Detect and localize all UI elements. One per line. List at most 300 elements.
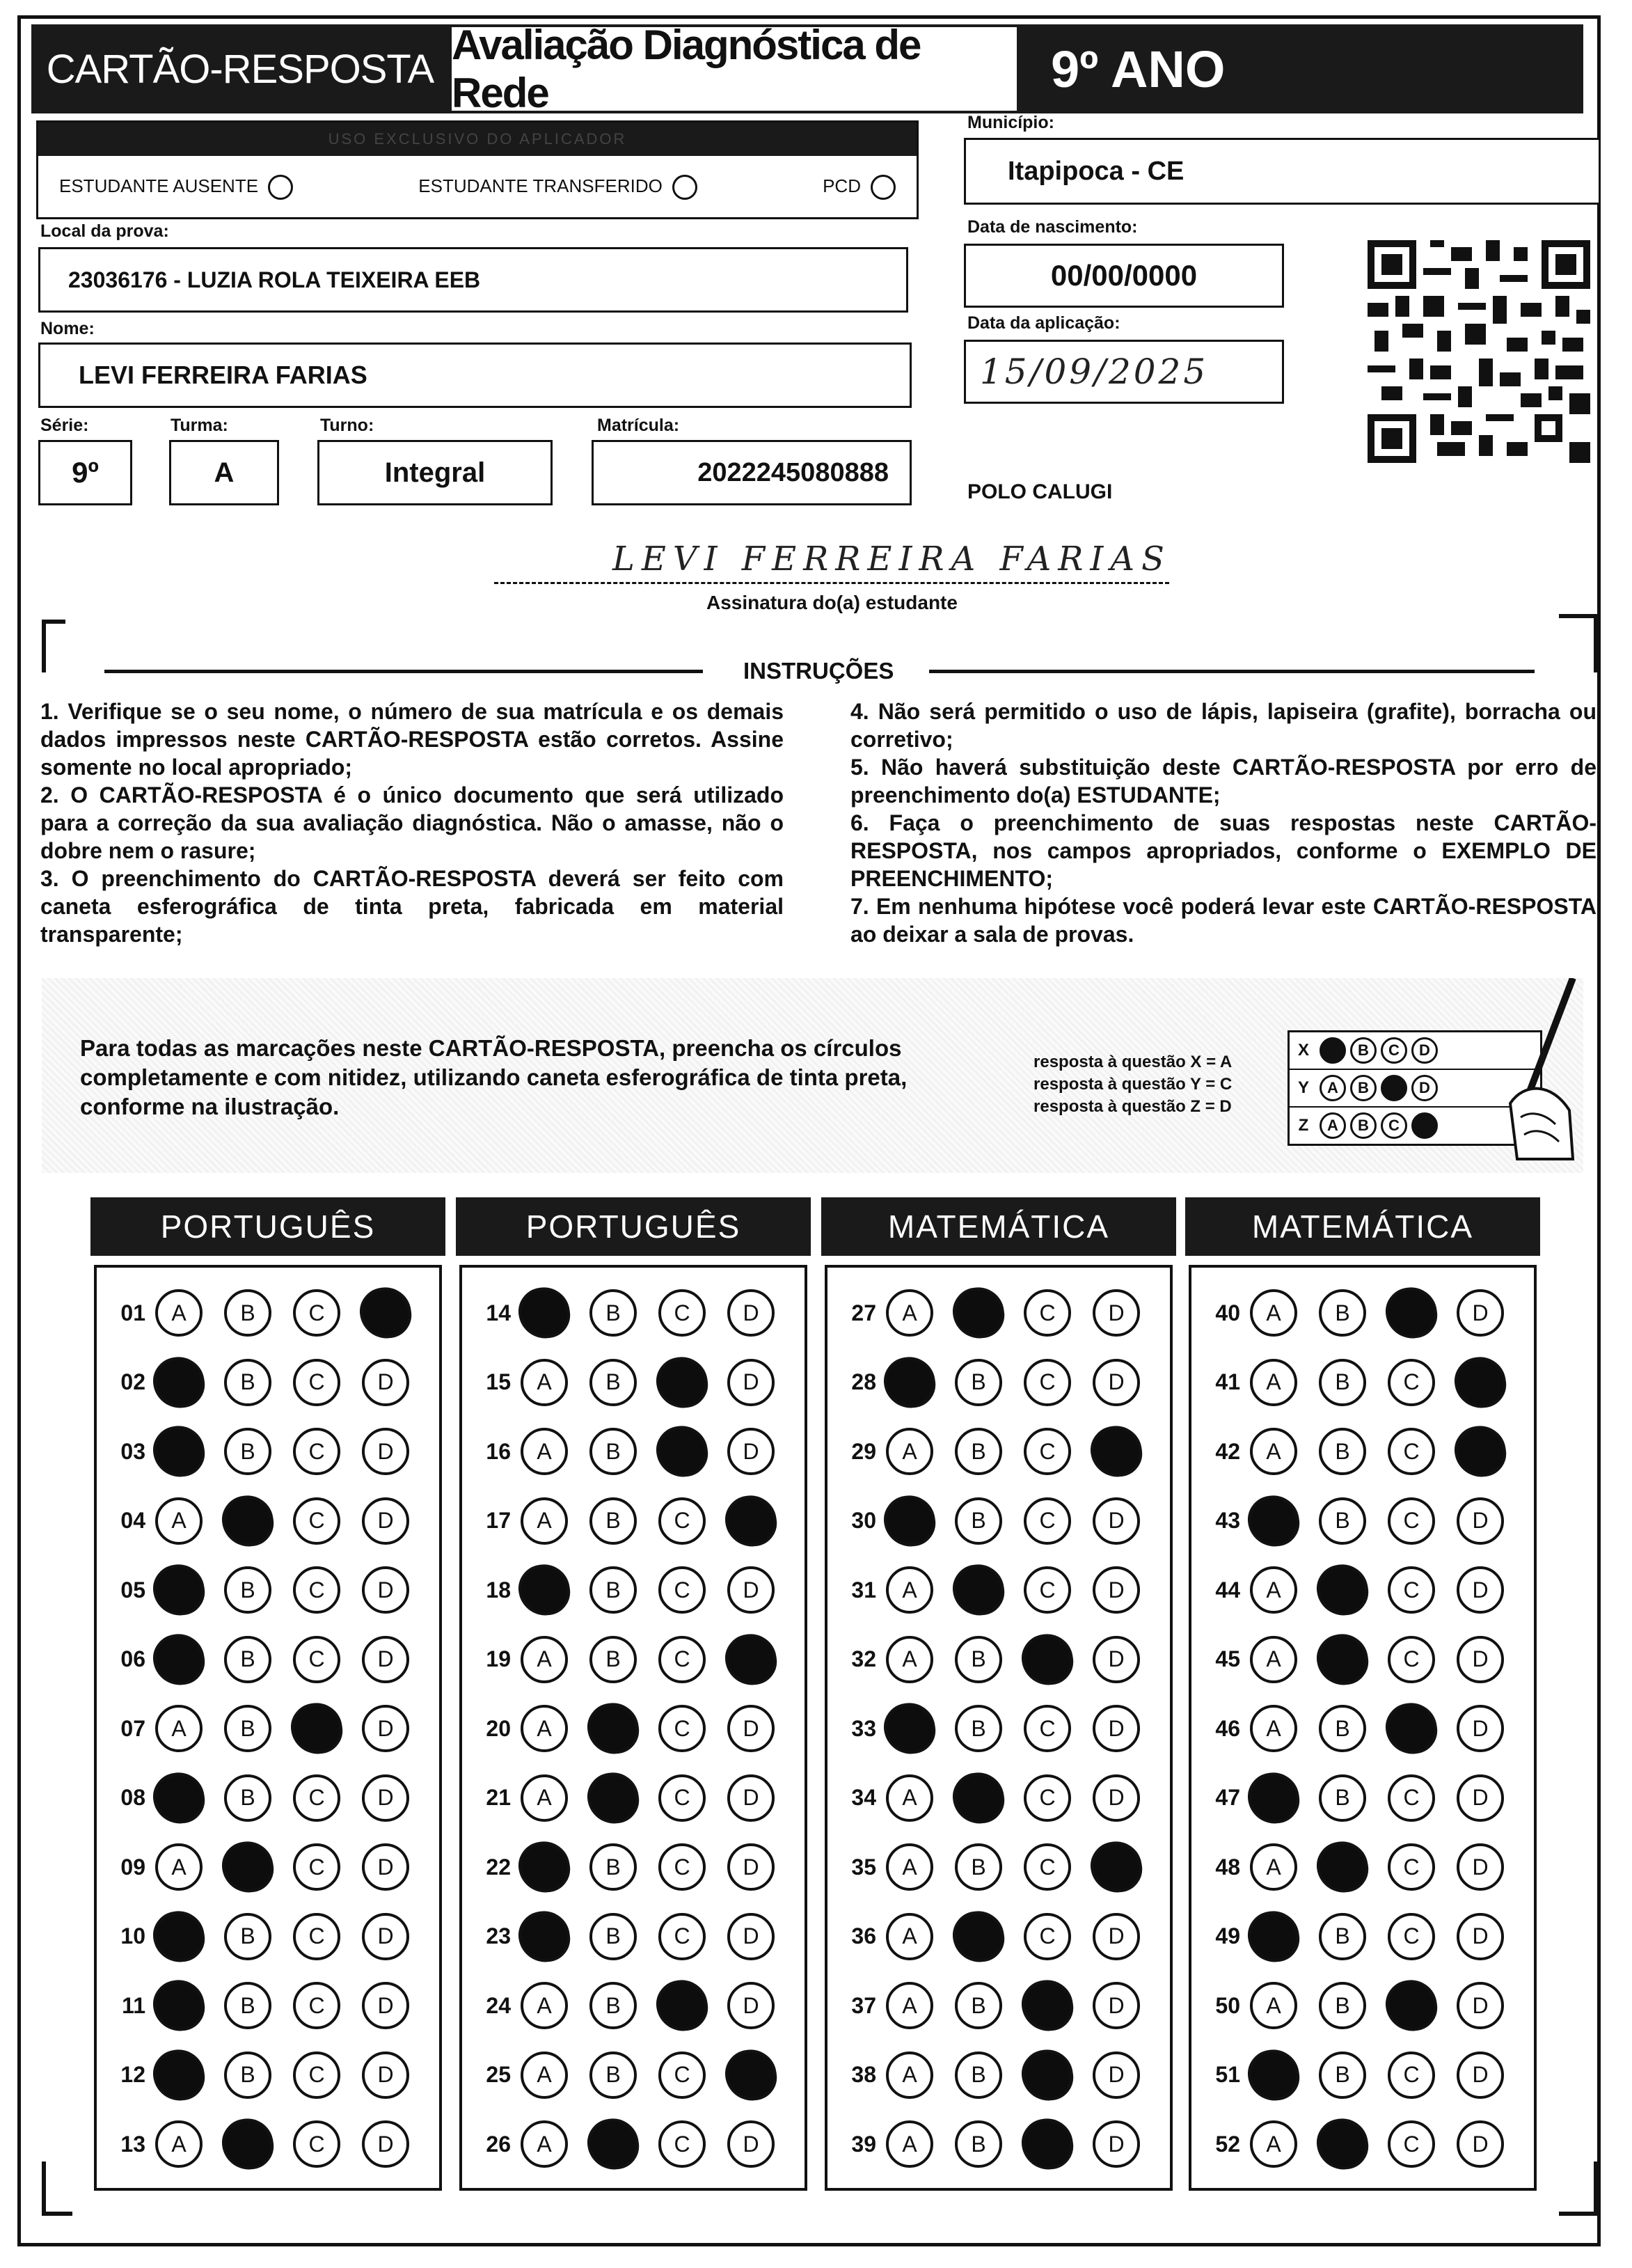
local-value: 23036176 - LUZIA ROLA TEIXEIRA EEB [68,267,481,292]
option-bubble-a[interactable]: A [155,1289,203,1337]
option-bubble-c[interactable]: C [293,1566,340,1614]
option-bubble-b[interactable]: B [589,1843,637,1891]
option-bubble-b[interactable]: B [224,1566,271,1614]
option-bubble-c[interactable]: C [658,1705,706,1752]
question-number: 37 [851,1992,876,2018]
option-bubble-b[interactable]: B [955,1982,1002,2029]
option-bubble-c[interactable]: C [1388,1359,1435,1406]
option-bubble-b[interactable]: B [589,1497,637,1545]
option-bubble-a[interactable]: A [150,1353,208,1411]
option-bubble-c[interactable]: C [1024,1774,1071,1822]
question-number: 44 [1215,1577,1240,1602]
option-bubble-b[interactable]: B [1319,1774,1366,1822]
question-number: 15 [486,1369,511,1394]
option-bubble-c[interactable]: C [1024,1359,1071,1406]
option-bubble-b[interactable]: B [1319,1982,1366,2029]
question-number: 26 [486,2131,511,2157]
option-bubble-a[interactable]: A [150,1977,208,2035]
question-number: 27 [851,1300,876,1325]
option-bubble-d[interactable]: D [362,2052,409,2099]
question-row [462,1424,775,1479]
option-bubble-d[interactable]: D [1093,1774,1140,1822]
option-bubble-d[interactable]: D [362,1497,409,1545]
option-bubble-b[interactable]: B [219,1492,277,1550]
option-bubble-a[interactable]: A [521,2052,568,2099]
option-bubble-c[interactable]: C [653,1977,711,2035]
option-bubble-b[interactable]: B [1319,1289,1366,1337]
option-bubble-d[interactable]: D [1457,1497,1504,1545]
corner-bottom-right [1559,2161,1598,2216]
answer-column [1189,1265,1537,2191]
option-bubble-c[interactable]: C [1383,1284,1441,1342]
option-bubble-a[interactable]: A [521,1636,568,1683]
option-bubble-b[interactable]: B [585,2116,642,2173]
question-row [827,2116,1140,2172]
legend-z: resposta à questão Z = D [1033,1097,1232,1116]
instruction-3: 3. O preenchimento do CARTÃO-RESPOSTA deverá ser feito com caneta esferográfica de tinta preta, fabricada em material transparente; [40,866,784,947]
option-bubble-d[interactable]: D [1457,1843,1504,1891]
option-bubble-d[interactable]: D [727,1428,775,1475]
option-bubble-d[interactable]: D [362,1566,409,1614]
option-bubble-d[interactable]: D [1452,1353,1510,1411]
option-bubble-c[interactable]: C [658,1843,706,1891]
option-bubble-a[interactable]: A [521,1359,568,1406]
option-bubble-a[interactable]: A [881,1353,939,1411]
option-bubble-c[interactable]: C [658,1566,706,1614]
option-bubble-b[interactable]: B [585,1769,642,1827]
question-number: 36 [851,1923,876,1948]
question-row [827,1493,1140,1549]
option-bubble-d[interactable]: D [1093,1566,1140,1614]
option-bubble-d[interactable]: D [1088,1838,1146,1896]
option-bubble-c[interactable]: C [1388,1774,1435,1822]
option-bubble-d[interactable]: D [727,1359,775,1406]
option-bubble-d[interactable]: D [362,1774,409,1822]
option-bubble-a[interactable]: A [1245,2046,1303,2104]
option-bubble-c[interactable]: C [1019,1977,1077,2035]
option-bubble-b[interactable]: B [224,1705,271,1752]
option-bubble-c[interactable]: C [1383,1977,1441,2035]
option-bubble-c[interactable]: C [1019,1630,1077,1688]
option-bubble-a[interactable]: A [886,1636,933,1683]
option-bubble-a[interactable]: A [881,1700,939,1758]
option-bubble-c[interactable]: C [658,1774,706,1822]
option-bubble-c[interactable]: C [1383,1700,1441,1758]
option-bubble-a[interactable]: A [1245,1907,1303,1965]
question-number: 39 [851,2131,876,2157]
question-row [97,1424,409,1479]
question-row [1191,1424,1504,1479]
option-bubble-c[interactable]: C [1388,1566,1435,1614]
question-number: 34 [851,1785,876,1810]
option-bubble-d[interactable]: D [362,2120,409,2168]
municipio-value: Itapipoca - CE [1008,156,1185,186]
question-number: 16 [486,1438,511,1464]
option-bubble-d[interactable]: D [727,1913,775,1960]
option-bubble-c[interactable]: C [1388,1913,1435,1960]
option-bubble-b[interactable]: B [224,1913,271,1960]
question-number: 35 [851,1854,876,1880]
option-bubble-c[interactable]: C [653,1423,711,1481]
question-row [1191,1909,1504,1964]
option-bubble-b[interactable]: B [224,1774,271,1822]
option-bubble-b[interactable]: B [955,1497,1002,1545]
option-bubble-c[interactable]: C [293,1774,340,1822]
option-bubble-d[interactable]: D [727,1774,775,1822]
question-number: 08 [120,1785,145,1810]
question-number: 51 [1215,2062,1240,2087]
question-row [462,1701,775,1756]
option-bubble-a[interactable]: A [1250,1566,1297,1614]
option-bubble-b[interactable]: B [955,2052,1002,2099]
option-bubble-a[interactable]: A [886,1428,933,1475]
option-bubble-b[interactable]: B [955,2120,1002,2168]
question-row [97,1701,409,1756]
option-bubble-b[interactable]: B [589,1359,637,1406]
example-panel [42,978,1583,1173]
option-bubble-a[interactable]: A [886,2052,933,2099]
question-row [1191,1562,1504,1618]
option-bubble-a[interactable]: A [1250,1428,1297,1475]
question-row [1191,1839,1504,1895]
option-bubble-a[interactable]: A [886,1982,933,2029]
option-bubble-a[interactable]: A [886,1566,933,1614]
option-bubble-d[interactable]: D [362,1428,409,1475]
option-bubble-b[interactable]: B [955,1705,1002,1752]
option-absent[interactable]: ESTUDANTE AUSENTE [59,175,293,200]
option-bubble-d[interactable]: D [727,1843,775,1891]
option-bubble-a[interactable]: A [1250,1982,1297,2029]
question-number: 12 [120,2062,145,2087]
aplicacao-label: Data da aplicação: [967,313,1120,333]
option-bubble-d[interactable]: D [1457,1913,1504,1960]
corner-top-left [42,620,65,672]
option-bubble-c[interactable]: C [293,1982,340,2029]
option-bubble-d[interactable]: D [1093,1359,1140,1406]
option-bubble-b[interactable]: B [224,1982,271,2029]
option-bubble-c[interactable]: C [658,1497,706,1545]
option-bubble-b[interactable]: B [219,1838,277,1896]
option-bubble-b[interactable]: B [219,2116,277,2173]
option-bubble-c[interactable]: C [293,1843,340,1891]
option-bubble-c[interactable]: C [1024,1497,1071,1545]
signature-line [494,582,1169,584]
option-bubble-b[interactable]: B [1314,1561,1372,1619]
option-bubble-b[interactable]: B [585,1700,642,1758]
option-bubble-c[interactable]: C [1024,1843,1071,1891]
option-bubble-a[interactable]: A [881,1492,939,1550]
option-bubble-a[interactable]: A [516,1838,573,1896]
option-bubble-d[interactable]: D [1457,2052,1504,2099]
question-number: 14 [486,1300,511,1325]
option-bubble-d[interactable]: D [1093,1636,1140,1683]
question-row [827,1770,1140,1826]
option-bubble-c[interactable]: C [658,2052,706,2099]
option-bubble-c[interactable]: C [658,2120,706,2168]
question-number: 04 [120,1508,145,1533]
option-bubble-a[interactable]: A [886,2120,933,2168]
option-bubble-c[interactable]: C [658,1289,706,1337]
option-bubble-b[interactable]: B [950,1769,1008,1827]
option-bubble-c[interactable]: C [1388,1497,1435,1545]
option-bubble-b[interactable]: B [589,1982,637,2029]
option-bubble-c[interactable]: C [293,1289,340,1337]
option-bubble-a[interactable]: A [886,1774,933,1822]
option-bubble-d[interactable]: D [722,2046,780,2104]
option-bubble-b[interactable]: B [1314,2116,1372,2173]
question-row [97,2116,409,2172]
option-bubble-b[interactable]: B [589,1566,637,1614]
turno-value: Integral [384,457,486,488]
corner-top-right [1559,614,1598,672]
option-bubble-c[interactable]: C [293,1636,340,1683]
question-row [97,1562,409,1618]
turma-label: Turma: [171,416,228,435]
option-bubble-b[interactable]: B [589,1428,637,1475]
subject-header: PORTUGUÊS [90,1197,445,1256]
answer-column [825,1265,1173,2191]
option-bubble-a[interactable]: A [1250,1289,1297,1337]
option-bubble-a[interactable]: A [150,1630,208,1688]
option-bubble-b[interactable]: B [224,2052,271,2099]
option-bubble-d[interactable]: D [1457,1982,1504,2029]
option-bubble-d[interactable]: D [1457,1774,1504,1822]
question-number: 41 [1215,1369,1240,1394]
option-bubble-d[interactable]: D [1093,2120,1140,2168]
option-bubble-a[interactable]: A [150,1769,208,1827]
option-bubble-b[interactable]: B [955,1359,1002,1406]
option-bubble-d[interactable]: D [727,1982,775,2029]
turma-value: A [214,457,235,488]
question-number: 20 [486,1715,511,1741]
question-number: 33 [851,1715,876,1741]
question-number: 31 [851,1577,876,1602]
option-bubble-d[interactable]: D [362,1982,409,2029]
qr-code [1368,240,1590,463]
option-bubble-c[interactable]: C [1019,2116,1077,2173]
question-row [1191,1493,1504,1549]
option-bubble-d[interactable]: D [362,1359,409,1406]
option-bubble-b[interactable]: B [1319,1705,1366,1752]
question-row [827,1424,1140,1479]
question-number: 21 [486,1785,511,1810]
instruction-5: 5. Não haverá substituição deste CARTÃO-RESPOSTA por erro de preenchimento do(a) ESTUDANTE; [850,755,1597,808]
option-bubble-a[interactable]: A [1245,1492,1303,1550]
option-bubble-a[interactable]: A [155,1843,203,1891]
option-bubble-d[interactable]: D [727,1705,775,1752]
example-text: Para todas as marcações neste CARTÃO-RESPOSTA, preencha os círculos completamente e com nitidez, utilizando caneta esferográfica de tinta preta, conforme na ilustração. [80,1035,908,1119]
option-bubble-c[interactable]: C [658,1913,706,1960]
option-bubble-c[interactable]: C [293,1497,340,1545]
option-transferred[interactable]: ESTUDANTE TRANSFERIDO [418,175,697,200]
municipio-label: Município: [967,113,1054,132]
question-number: 18 [486,1577,511,1602]
option-bubble-a[interactable]: A [155,1705,203,1752]
corner-bottom-left [42,2161,72,2216]
option-bubble-b[interactable]: B [589,1636,637,1683]
question-number: 10 [120,1923,145,1948]
option-bubble-b[interactable]: B [1319,1428,1366,1475]
option-bubble-a[interactable]: A [1245,1769,1303,1827]
option-bubble-b[interactable]: B [1319,1497,1366,1545]
option-bubble-a[interactable]: A [1250,1636,1297,1683]
option-bubble-a[interactable]: A [1250,1359,1297,1406]
legend-y: resposta à questão Y = C [1033,1075,1233,1094]
option-bubble-c[interactable]: C [1388,1428,1435,1475]
option-bubble-b[interactable]: B [224,1359,271,1406]
option-bubble-c[interactable]: C [1024,1705,1071,1752]
signature-caption: Assinatura do(a) estudante [706,592,958,613]
option-bubble-b[interactable]: B [589,1289,637,1337]
question-row [1191,1355,1504,1410]
option-bubble-d[interactable]: D [1457,1636,1504,1683]
option-bubble-c[interactable]: C [293,1913,340,1960]
option-bubble-a[interactable]: A [886,1843,933,1891]
absent-radio[interactable] [268,175,293,200]
question-row [462,2116,775,2172]
option-bubble-c[interactable]: C [658,1636,706,1683]
option-bubble-c[interactable]: C [1388,1636,1435,1683]
option-bubble-a[interactable]: A [150,2046,208,2104]
option-bubble-d[interactable]: D [362,1636,409,1683]
option-bubble-c[interactable]: C [1024,1913,1071,1960]
option-bubble-a[interactable]: A [521,1774,568,1822]
option-bubble-d[interactable]: D [727,1566,775,1614]
option-bubble-b[interactable]: B [1314,1838,1372,1896]
option-bubble-c[interactable]: C [1388,1843,1435,1891]
question-row [1191,2047,1504,2103]
option-bubble-b[interactable]: B [950,1284,1008,1342]
option-bubble-b[interactable]: B [589,1913,637,1960]
option-bubble-b[interactable]: B [950,1561,1008,1619]
option-bubble-a[interactable]: A [1250,2120,1297,2168]
option-bubble-c[interactable]: C [1024,1428,1071,1475]
option-bubble-d[interactable]: D [1093,2052,1140,2099]
option-bubble-a[interactable]: A [150,1907,208,1965]
option-bubble-b[interactable]: B [589,2052,637,2099]
option-bubble-d[interactable]: D [1093,1289,1140,1337]
instructions-rule-right [929,670,1535,673]
option-bubble-d[interactable]: D [1457,1289,1504,1337]
question-number: 50 [1215,1992,1240,2018]
option-bubble-d[interactable]: D [1457,2120,1504,2168]
instruction-6: 6. Faça o preenchimento de suas respostas neste CARTÃO-RESPOSTA, nos campos apropriados, conforme o EXEMPLO DE PREENCHIMENTO; [850,810,1597,891]
option-bubble-a[interactable]: A [516,1561,573,1619]
option-bubble-d[interactable]: D [1093,1705,1140,1752]
option-bubble-d[interactable]: D [722,1492,780,1550]
option-bubble-a[interactable]: A [886,1913,933,1960]
pcd-radio[interactable] [871,175,896,200]
option-bubble-a[interactable]: A [521,1428,568,1475]
card-title-bar [31,24,449,113]
option-bubble-b[interactable]: B [224,1428,271,1475]
option-bubble-d[interactable]: D [1093,1497,1140,1545]
question-number: 40 [1215,1300,1240,1325]
option-bubble-d[interactable]: D [362,1843,409,1891]
serie-label: Série: [40,416,89,435]
question-row [462,1562,775,1618]
question-row [462,1839,775,1895]
question-row [97,1839,409,1895]
option-bubble-b[interactable]: B [1319,1359,1366,1406]
option-bubble-c[interactable]: C [1388,2052,1435,2099]
nome-field [38,342,912,408]
option-bubble-c[interactable]: C [288,1700,346,1758]
option-bubble-a[interactable]: A [1250,1705,1297,1752]
option-bubble-d[interactable]: D [1452,1423,1510,1481]
option-bubble-a[interactable]: A [521,1497,568,1545]
option-bubble-c[interactable]: C [1388,2120,1435,2168]
option-bubble-d[interactable]: D [1457,1705,1504,1752]
question-number: 05 [120,1577,145,1602]
option-bubble-d[interactable]: D [1088,1423,1146,1481]
question-row [827,1701,1140,1756]
option-bubble-a[interactable]: A [1250,1843,1297,1891]
matricula-field [592,440,912,505]
option-bubble-d[interactable]: D [357,1284,415,1342]
option-bubble-d[interactable]: D [727,2120,775,2168]
option-bubble-d[interactable]: D [722,1630,780,1688]
instruction-1: 1. Verifique se o seu nome, o número de sua matrícula e os demais dados impressos neste CARTÃO-RESPOSTA estão corretos. Assine somente no local apropriado; [40,699,784,780]
option-bubble-d[interactable]: D [1093,1913,1140,1960]
option-bubble-a[interactable]: A [516,1907,573,1965]
option-bubble-d[interactable]: D [362,1913,409,1960]
option-bubble-a[interactable]: A [521,1705,568,1752]
question-number: 24 [486,1992,511,2018]
option-bubble-a[interactable]: A [516,1284,573,1342]
instructions-left [40,698,784,948]
question-row [1191,1285,1504,1341]
option-bubble-c[interactable]: C [1024,1289,1071,1337]
option-bubble-c[interactable]: C [293,1428,340,1475]
option-bubble-a[interactable]: A [155,1497,203,1545]
option-bubble-a[interactable]: A [521,2120,568,2168]
option-bubble-b[interactable]: B [950,1907,1008,1965]
question-row [827,1839,1140,1895]
instructions-rule-left [104,670,703,673]
option-bubble-b[interactable]: B [955,1843,1002,1891]
option-bubble-b[interactable]: B [955,1636,1002,1683]
option-bubble-b[interactable]: B [1314,1630,1372,1688]
option-bubble-b[interactable]: B [224,1636,271,1683]
polo-text: POLO CALUGI [967,480,1113,503]
option-bubble-d[interactable]: D [1457,1566,1504,1614]
option-bubble-c[interactable]: C [1019,2046,1077,2104]
option-bubble-d[interactable]: D [727,1289,775,1337]
option-bubble-c[interactable]: C [293,1359,340,1406]
option-bubble-d[interactable]: D [1093,1982,1140,2029]
option-bubble-b[interactable]: B [955,1428,1002,1475]
option-bubble-a[interactable]: A [521,1982,568,2029]
option-bubble-b[interactable]: B [1319,1913,1366,1960]
option-bubble-a[interactable]: A [150,1561,208,1619]
option-bubble-c[interactable]: C [293,2120,340,2168]
option-pcd[interactable]: PCD [823,175,896,200]
option-bubble-c[interactable]: C [293,2052,340,2099]
option-bubble-c[interactable]: C [653,1353,711,1411]
example-row-x: X B C D [1290,1032,1540,1070]
option-bubble-b[interactable]: B [1319,2052,1366,2099]
option-bubble-c[interactable]: C [1024,1566,1071,1614]
question-number: 28 [851,1369,876,1394]
option-bubble-a[interactable]: A [886,1289,933,1337]
transferred-radio[interactable] [672,175,697,200]
option-bubble-d[interactable]: D [362,1705,409,1752]
option-bubble-a[interactable]: A [155,2120,203,2168]
aplicacao-field [964,340,1284,404]
option-bubble-b[interactable]: B [224,1289,271,1337]
option-bubble-a[interactable]: A [150,1423,208,1481]
